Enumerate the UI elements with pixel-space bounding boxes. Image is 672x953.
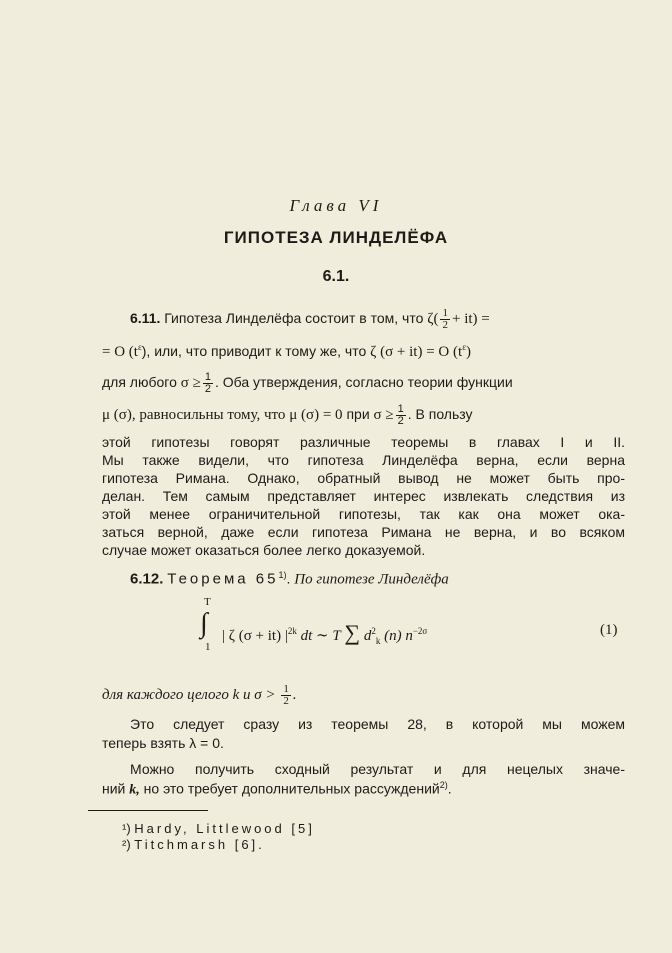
similar-line-1: Можно получить сходный результат и для нецелых значе- [130, 761, 625, 777]
frac-half-3: $\frac{1}{2}$ [397, 403, 404, 427]
p611-line-3 [102, 372, 625, 395]
formula-d-sup: 2 [371, 626, 376, 636]
footnote-rule [88, 810, 208, 811]
follow-line-1: Это следует сразу из теоремы 28, в которой мы можем [130, 716, 625, 732]
p611-line-11: случае может оказаться более легко доказуемой. [102, 542, 426, 558]
frac-num: 1 [442, 307, 448, 319]
chapter-heading: Глава VI [289, 196, 383, 215]
p611-l3-a: для любого [102, 374, 177, 391]
footnote-1-mark: ¹) [122, 821, 131, 836]
p611-line-10: заться верной, даже если гипотеза Римана не верна, и во всяком [102, 524, 625, 540]
p611-line-8: делан. Тем самым представляет интерес извлекать следствия из [102, 488, 625, 504]
p612-number: 6.12. [130, 570, 164, 588]
integral-upper: T [204, 596, 211, 608]
footnote-1 [122, 821, 315, 836]
similar-k: k, [129, 782, 140, 798]
integral-sign: ∫ [200, 608, 208, 639]
zeta-open: ζ( [427, 310, 439, 327]
integral-lower: 1 [205, 641, 211, 653]
big-o: = O (t [102, 344, 138, 360]
chapter-title: ГИПОТЕЗА ЛИНДЕЛЁФА [223, 228, 449, 247]
p611-l4-a: μ (σ), равносильны тому, что [102, 407, 286, 424]
equation-number: (1) [600, 622, 618, 638]
section-number: 6.1. [322, 268, 350, 285]
p611-line-7: гипотеза Римана. Однако, обратный вывод не может быть про- [102, 470, 625, 486]
paren-close: ) [465, 344, 471, 360]
p611-line-1 [130, 308, 625, 331]
condition-line [102, 684, 297, 707]
theorem-statement: По гипотезе Линделёфа [294, 571, 449, 588]
p611-line-9: этой менее ограничительной гипотезы, так как она может ока- [102, 506, 625, 522]
footnote-2 [122, 837, 265, 852]
p611-l4-c: при [346, 406, 370, 423]
p611-l1-math [427, 307, 490, 331]
formula-power: 2k [287, 626, 297, 636]
similar-b: но это требует дополнительных рассуждений [143, 780, 440, 797]
similar-ref: 2) [439, 780, 448, 790]
footnote-2-mark: ²) [122, 837, 131, 852]
similar-a: ний [102, 780, 126, 797]
zeta-sigma: ζ (σ + it) = O (t [370, 344, 463, 360]
theorem-ref: 1) [278, 570, 287, 580]
footnote-2-text: Titchmarsh [6]. [134, 837, 265, 852]
frac-half-4: $\frac{1}{2}$ [283, 683, 289, 707]
footnote-1-text: Hardy, Littlewood [5] [134, 821, 315, 836]
sum-sign: ∑ [344, 620, 361, 645]
p611-l1-text: Гипотеза Линделёфа состоит в том, что [164, 309, 424, 326]
p611-l4-d: . В пользу [407, 406, 473, 423]
condition-text: для каждого целого k и σ > [102, 686, 276, 703]
eps-sup-2: ε [462, 342, 466, 352]
similar-end: . [447, 780, 452, 797]
p611-line-5: этой гипотезы говорят различные теоремы в главах I и II. [102, 434, 625, 450]
formula-abs: | ζ (σ + it) | [222, 628, 288, 644]
frac-den: 2 [442, 319, 448, 331]
formula-tail: (n) n [384, 628, 413, 644]
similar-line-2 [102, 780, 452, 799]
mu-zero: μ (σ) = 0 [289, 407, 343, 424]
formula-tail-sup: −2σ [412, 626, 428, 636]
frac-half [440, 308, 450, 331]
condition-end: . [292, 686, 297, 703]
sigma-geq: σ ≥ [180, 375, 201, 392]
zeta-close: + it) = [451, 310, 490, 327]
formula-d-sub: k [375, 636, 381, 646]
formula-body [222, 620, 427, 646]
p611-number: 6.11. [130, 309, 161, 326]
p611-l2-text: ), или, что приводит к тому же, что [141, 343, 367, 359]
frac-half-2: $\frac{1}{2}$ [204, 371, 211, 395]
p612-line: 6.12. Теорема 65$^{1)}$. По гипотезе Линделёфа [130, 570, 449, 588]
p611-line-2 [102, 342, 625, 361]
sigma-geq-2: σ ≥ [373, 407, 394, 424]
p611-line-6: Мы также видели, что гипотеза Линделёфа верна, если верна [102, 452, 625, 468]
follow-line-2: теперь взять λ = 0. [102, 735, 224, 751]
theorem-label: Теорема 65 [167, 570, 279, 588]
eps-sup: ε [137, 342, 142, 352]
formula-dt: dt ∼ T [300, 628, 341, 644]
p611-line-4 [102, 404, 625, 427]
p611-l3-b: . Оба утверждения, согласно теории функции [214, 374, 513, 391]
formula-d: d [363, 628, 372, 644]
